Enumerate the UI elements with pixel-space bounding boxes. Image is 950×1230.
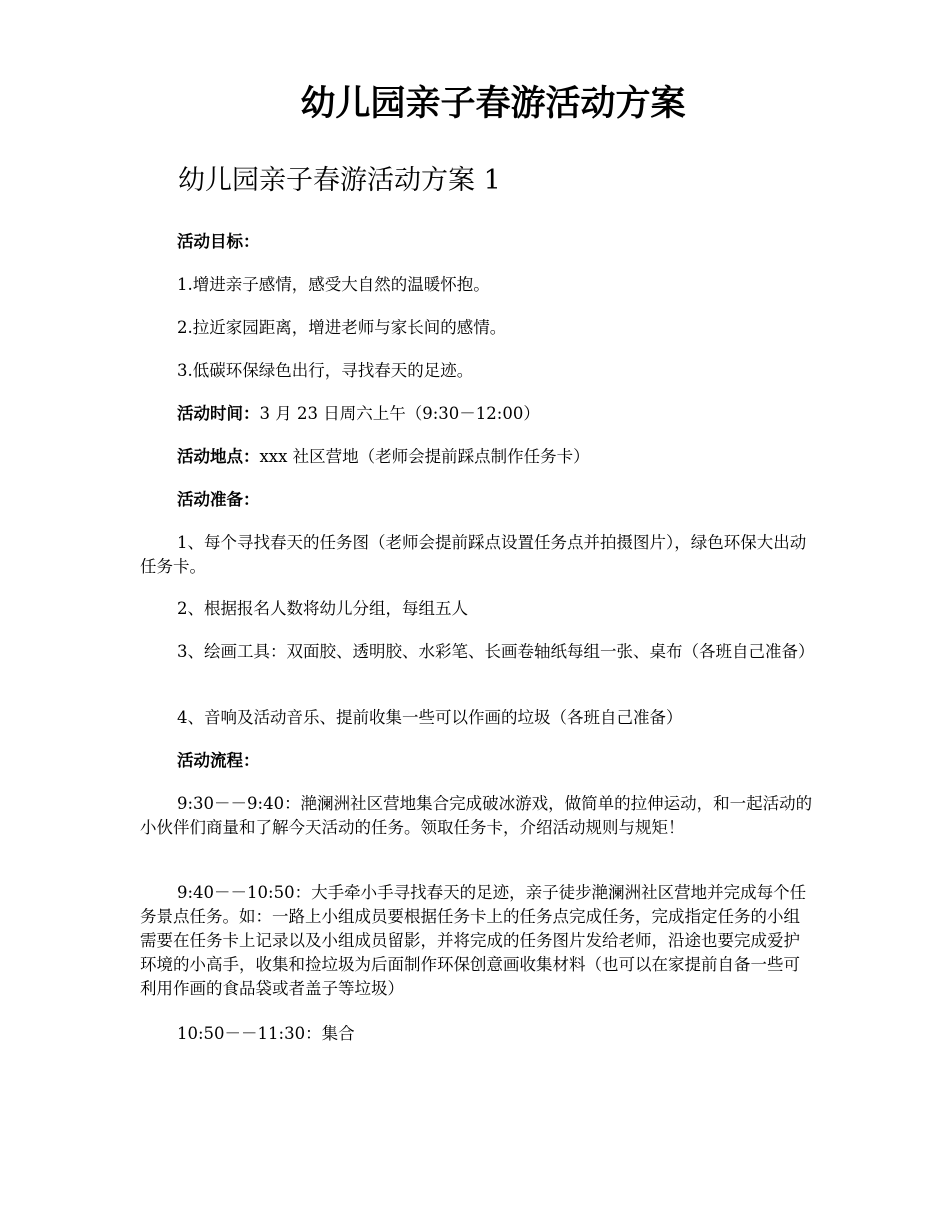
- section-title: 幼儿园亲子春游活动方案 1: [178, 165, 501, 196]
- document-title: 幼儿园亲子春游活动方案: [300, 83, 686, 124]
- flow-item: 9:40－－10:50：大手牵小手寻找春天的足迹，亲子徒步滟澜洲社区营地并完成每个任务景点任务。如：一路上小组成员要根据任务卡上的任务点完成任务，完成指定任务的小组需要在任务卡上记录以及小组成员留影，并将完成的任务图片发给老师，沿途也要完成爱护环境的小高手，收集和捡垃圾为后面制作环保创意画收集材料（也可以在家提前自备一些可利用作画的食品袋或者盖子等垃圾）: [140, 883, 807, 998]
- flow-item: 9:30－－9:40：滟澜洲社区营地集合完成破冰游戏，做简单的拉伸运动，和一起活动的小伙伴们商量和了解今天活动的任务。领取任务卡，介绍活动规则与规矩！: [140, 794, 813, 837]
- activity-place-value: xxx 社区营地（老师会提前踩点制作任务卡）: [259, 447, 590, 466]
- flow-heading: 活动流程：: [177, 751, 260, 770]
- activity-time: [140, 402, 815, 426]
- goals-heading: 活动目标：: [177, 232, 260, 251]
- flow-item: 10:50－－11:30：集合: [177, 1024, 355, 1043]
- prep-heading: 活动准备：: [177, 490, 260, 509]
- prep-item: 1、每个寻找春天的任务图（老师会提前踩点设置任务点并拍摄图片），绿色环保大出动任务卡。: [140, 533, 807, 576]
- goal-item: 2.拉近家园距离，增进老师与家长间的感情。: [177, 318, 507, 337]
- activity-place: [140, 445, 815, 469]
- goal-item: 1.增进亲子感情，感受大自然的温暖怀抱。: [177, 275, 490, 294]
- prep-item: 2、根据报名人数将幼儿分组，每组五人: [177, 599, 468, 618]
- activity-place-label: 活动地点：: [177, 447, 260, 466]
- prep-item: 4、音响及活动音乐、提前收集一些可以作画的垃圾（各班自己准备）: [177, 708, 683, 727]
- activity-time-value: 3 月 23 日周六上午（9:30－12:00）: [259, 404, 540, 423]
- prep-item: 3、绘画工具：双面胶、透明胶、水彩笔、长画卷轴纸每组一张、桌布（各班自己准备）: [177, 642, 815, 661]
- goal-item: 3.低碳环保绿色出行，寻找春天的足迹。: [177, 361, 474, 380]
- activity-time-label: 活动时间：: [177, 404, 260, 423]
